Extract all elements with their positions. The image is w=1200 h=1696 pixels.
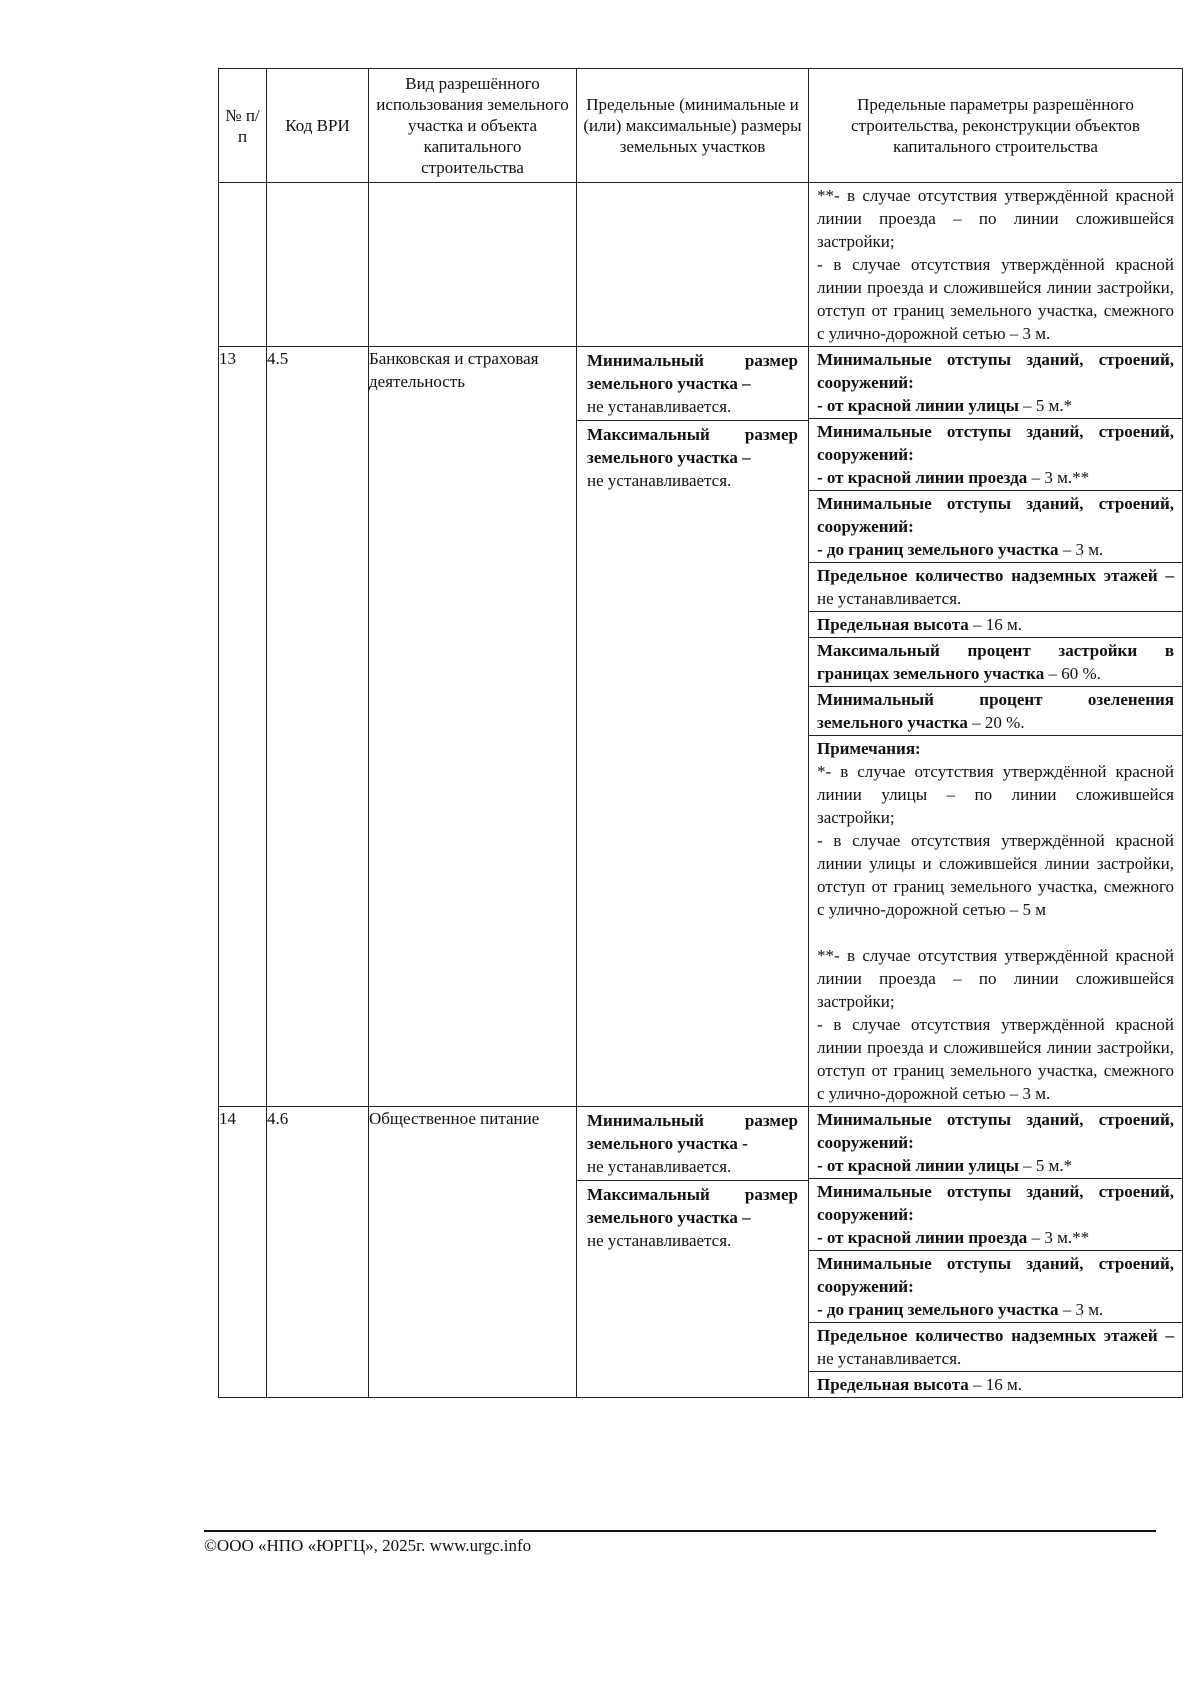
header-code: Код ВРИ [267, 69, 369, 183]
param-boundary-setback: Минимальные отступы зданий, строений, сооружений: - до границ земельного участка – 3 м. [809, 490, 1182, 562]
row-size-cell [577, 347, 809, 1107]
header-size: Предельные (минимальные и (или) максимальные) размеры земельных участков [577, 69, 809, 183]
min-size-label: Минимальный размер земельного участка - [587, 1111, 798, 1153]
row-number: 13 [219, 347, 267, 1107]
footer-divider [204, 1530, 1156, 1532]
table-row-continuation [219, 183, 1183, 347]
max-size-value: не устанавливается. [587, 471, 732, 490]
zoning-parameters-table [218, 68, 1183, 1398]
min-size-label: Минимальный размер земельного участка – [587, 351, 798, 393]
param-driveway-setback: Минимальные отступы зданий, строений, сооружений: - от красной линии проезда – 3 м.** [809, 418, 1182, 490]
param-street-setback: Минимальные отступы зданий, строений, сооружений: - от красной линии улицы – 5 м.* [817, 350, 1174, 415]
row-number: 14 [219, 1107, 267, 1398]
header-no: № п/п [219, 69, 267, 183]
min-size-value: не устанавливается. [587, 397, 732, 416]
param-height: Предельная высота – 16 м. [809, 611, 1182, 637]
header-name: Вид разрешённого использования земельного участка и объекта капитального строительства [369, 69, 577, 183]
header-params: Предельные параметры разрешённого строительства, реконструкции объектов капитального строительства [809, 69, 1183, 183]
continuation-note-2: - в случае отсутствия утверждённой красной линии проезда и сложившейся линии застройки, отступ от границ земельного участка, смежного с улично-дорожной сетью – 3 м. [817, 255, 1174, 343]
continuation-notes [809, 183, 1182, 346]
note-item: *- в случае отсутствия утверждённой красной линии улицы – по линии сложившейся застройки; [817, 762, 1174, 827]
param-coverage: Максимальный процент застройки в границах земельного участка – 60 %. [809, 637, 1182, 686]
min-size-block [577, 347, 808, 420]
footer-copyright: ©ООО «НПО «ЮРГЦ», 2025г. www.urgc.info [204, 1536, 532, 1555]
max-size-block [577, 1180, 808, 1254]
max-size-value: не устанавливается. [587, 1231, 732, 1250]
max-size-label: Максимальный размер земельного участка – [587, 425, 798, 467]
min-size-value: не устанавливается. [587, 1157, 732, 1176]
param-greenery: Минимальный процент озеленения земельного участка – 20 %. [809, 686, 1182, 735]
row-code: 4.6 [267, 1107, 369, 1398]
row-params-cell [809, 347, 1183, 1107]
note-item: - в случае отсутствия утверждённой красной линии улицы и сложившейся линии застройки, отступ от границ земельного участка, смежного с улично-дорожной сетью – 5 м [817, 831, 1174, 919]
table-row-14 [219, 1107, 1183, 1398]
table-row-13 [219, 347, 1183, 1107]
note-item: - в случае отсутствия утверждённой красной линии проезда и сложившейся линии застройки, отступ от границ земельного участка, смежного с улично-дорожной сетью – 3 м. [817, 1015, 1174, 1103]
row-use-name: Общественное питание [369, 1107, 577, 1398]
row-size-cell [577, 1107, 809, 1398]
table-header-row [219, 69, 1183, 183]
param-floors: Предельное количество надземных этажей – не устанавливается. [809, 1322, 1182, 1371]
param-floors: Предельное количество надземных этажей – не устанавливается. [809, 562, 1182, 611]
min-size-block [577, 1107, 808, 1180]
param-driveway-setback: Минимальные отступы зданий, строений, сооружений: - от красной линии проезда – 3 м.** [809, 1178, 1182, 1250]
param-street-setback: Минимальные отступы зданий, строений, сооружений: - от красной линии улицы – 5 м.* [817, 1110, 1174, 1175]
row-use-name: Банковская и страховая деятельность [369, 347, 577, 1107]
max-size-block [577, 420, 808, 494]
note-item: **- в случае отсутствия утверждённой красной линии проезда – по линии сложившейся застройки; [817, 946, 1174, 1011]
row-code: 4.5 [267, 347, 369, 1107]
notes-title: Примечания: [817, 739, 921, 758]
notes-block [809, 735, 1182, 1106]
param-height: Предельная высота – 16 м. [809, 1371, 1182, 1397]
max-size-label: Максимальный размер земельного участка – [587, 1185, 798, 1227]
row-params-cell [809, 1107, 1183, 1398]
continuation-note-1: **- в случае отсутствия утверждённой красной линии проезда – по линии сложившейся застройки; [817, 186, 1174, 251]
param-boundary-setback: Минимальные отступы зданий, строений, сооружений: - до границ земельного участка – 3 м. [809, 1250, 1182, 1322]
